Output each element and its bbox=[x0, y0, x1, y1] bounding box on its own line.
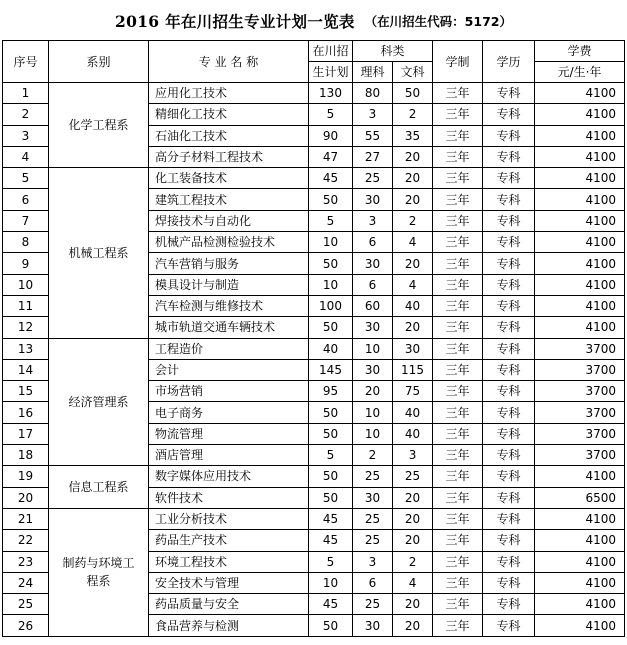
tuition-fee: 3700 bbox=[535, 445, 625, 466]
major-name: 数字媒体应用技术 bbox=[149, 466, 309, 487]
science-count: 60 bbox=[353, 295, 393, 316]
row-number: 18 bbox=[3, 445, 49, 466]
plan-count: 5 bbox=[309, 445, 353, 466]
tuition-fee: 4100 bbox=[535, 146, 625, 167]
science-count: 27 bbox=[353, 146, 393, 167]
row-number: 3 bbox=[3, 125, 49, 146]
major-name: 模具设计与制造 bbox=[149, 274, 309, 295]
duration: 三年 bbox=[433, 381, 483, 402]
table-row bbox=[3, 338, 625, 359]
arts-count: 40 bbox=[393, 402, 433, 423]
major-name: 物流管理 bbox=[149, 423, 309, 444]
arts-count: 2 bbox=[393, 551, 433, 572]
major-name: 药品生产技术 bbox=[149, 530, 309, 551]
plan-count: 50 bbox=[309, 189, 353, 210]
tuition-fee: 4100 bbox=[535, 274, 625, 295]
header-arts: 文科 bbox=[393, 62, 433, 83]
tuition-fee: 3700 bbox=[535, 359, 625, 380]
tuition-fee: 4100 bbox=[535, 83, 625, 104]
duration: 三年 bbox=[433, 189, 483, 210]
tuition-fee: 4100 bbox=[535, 317, 625, 338]
row-number: 8 bbox=[3, 232, 49, 253]
major-name: 食品营养与检测 bbox=[149, 615, 309, 636]
science-count: 6 bbox=[353, 274, 393, 295]
document-title bbox=[0, 0, 627, 40]
degree: 专科 bbox=[483, 168, 535, 189]
duration: 三年 bbox=[433, 232, 483, 253]
title-main: 2016 年在川招生专业计划一览表 bbox=[115, 12, 355, 31]
row-number: 19 bbox=[3, 466, 49, 487]
science-count: 25 bbox=[353, 530, 393, 551]
major-name: 市场营销 bbox=[149, 381, 309, 402]
row-number: 23 bbox=[3, 551, 49, 572]
degree: 专科 bbox=[483, 125, 535, 146]
header-row bbox=[3, 41, 625, 62]
duration: 三年 bbox=[433, 487, 483, 508]
header-fee-2: 元/生·年 bbox=[535, 62, 625, 83]
tuition-fee: 3700 bbox=[535, 338, 625, 359]
arts-count: 50 bbox=[393, 83, 433, 104]
arts-count: 20 bbox=[393, 615, 433, 636]
header-fee: 学费 bbox=[535, 41, 625, 62]
header-no: 序号 bbox=[3, 41, 49, 83]
plan-count: 45 bbox=[309, 594, 353, 615]
tuition-fee: 4100 bbox=[535, 572, 625, 593]
science-count: 6 bbox=[353, 572, 393, 593]
arts-count: 40 bbox=[393, 295, 433, 316]
tuition-fee: 4100 bbox=[535, 615, 625, 636]
science-count: 3 bbox=[353, 551, 393, 572]
duration: 三年 bbox=[433, 615, 483, 636]
row-number: 26 bbox=[3, 615, 49, 636]
arts-count: 20 bbox=[393, 146, 433, 167]
plan-count: 50 bbox=[309, 253, 353, 274]
science-count: 55 bbox=[353, 125, 393, 146]
duration: 三年 bbox=[433, 317, 483, 338]
row-number: 20 bbox=[3, 487, 49, 508]
duration: 三年 bbox=[433, 146, 483, 167]
arts-count: 30 bbox=[393, 338, 433, 359]
major-name: 焊接技术与自动化 bbox=[149, 210, 309, 231]
duration: 三年 bbox=[433, 104, 483, 125]
header-plan-2: 生计划 bbox=[309, 62, 353, 83]
row-number: 16 bbox=[3, 402, 49, 423]
science-count: 3 bbox=[353, 210, 393, 231]
table-row bbox=[3, 168, 625, 189]
tuition-fee: 4100 bbox=[535, 594, 625, 615]
degree: 专科 bbox=[483, 572, 535, 593]
duration: 三年 bbox=[433, 423, 483, 444]
arts-count: 20 bbox=[393, 594, 433, 615]
arts-count: 25 bbox=[393, 466, 433, 487]
degree: 专科 bbox=[483, 146, 535, 167]
plan-count: 10 bbox=[309, 572, 353, 593]
row-number: 15 bbox=[3, 381, 49, 402]
science-count: 30 bbox=[353, 615, 393, 636]
arts-count: 20 bbox=[393, 168, 433, 189]
science-count: 30 bbox=[353, 253, 393, 274]
degree: 专科 bbox=[483, 274, 535, 295]
science-count: 20 bbox=[353, 381, 393, 402]
arts-count: 3 bbox=[393, 445, 433, 466]
arts-count: 75 bbox=[393, 381, 433, 402]
header-degree: 学历 bbox=[483, 41, 535, 83]
science-count: 80 bbox=[353, 83, 393, 104]
header-dept: 系别 bbox=[49, 41, 149, 83]
degree: 专科 bbox=[483, 253, 535, 274]
plan-count: 5 bbox=[309, 551, 353, 572]
major-name: 建筑工程技术 bbox=[149, 189, 309, 210]
table-row bbox=[3, 83, 625, 104]
major-name: 化工装备技术 bbox=[149, 168, 309, 189]
tuition-fee: 3700 bbox=[535, 423, 625, 444]
row-number: 10 bbox=[3, 274, 49, 295]
major-name: 电子商务 bbox=[149, 402, 309, 423]
row-number: 11 bbox=[3, 295, 49, 316]
plan-count: 50 bbox=[309, 423, 353, 444]
duration: 三年 bbox=[433, 594, 483, 615]
duration: 三年 bbox=[433, 83, 483, 104]
plan-count: 50 bbox=[309, 466, 353, 487]
plan-count: 40 bbox=[309, 338, 353, 359]
header-science: 理科 bbox=[353, 62, 393, 83]
major-name: 汽车检测与维修技术 bbox=[149, 295, 309, 316]
row-number: 5 bbox=[3, 168, 49, 189]
tuition-fee: 4100 bbox=[535, 104, 625, 125]
major-name: 汽车营销与服务 bbox=[149, 253, 309, 274]
science-count: 30 bbox=[353, 317, 393, 338]
row-number: 4 bbox=[3, 146, 49, 167]
science-count: 30 bbox=[353, 487, 393, 508]
plan-count: 50 bbox=[309, 487, 353, 508]
duration: 三年 bbox=[433, 508, 483, 529]
plan-count: 50 bbox=[309, 402, 353, 423]
title-code: （在川招生代码：5172） bbox=[364, 14, 512, 29]
table-row bbox=[3, 508, 625, 529]
science-count: 10 bbox=[353, 423, 393, 444]
degree: 专科 bbox=[483, 232, 535, 253]
row-number: 17 bbox=[3, 423, 49, 444]
duration: 三年 bbox=[433, 125, 483, 146]
degree: 专科 bbox=[483, 83, 535, 104]
tuition-fee: 4100 bbox=[535, 168, 625, 189]
department-cell: 机械工程系 bbox=[49, 168, 149, 338]
department-cell: 信息工程系 bbox=[49, 466, 149, 509]
degree: 专科 bbox=[483, 530, 535, 551]
duration: 三年 bbox=[433, 210, 483, 231]
duration: 三年 bbox=[433, 402, 483, 423]
row-number: 22 bbox=[3, 530, 49, 551]
science-count: 10 bbox=[353, 402, 393, 423]
row-number: 2 bbox=[3, 104, 49, 125]
arts-count: 4 bbox=[393, 572, 433, 593]
header-duration: 学制 bbox=[433, 41, 483, 83]
tuition-fee: 4100 bbox=[535, 253, 625, 274]
row-number: 24 bbox=[3, 572, 49, 593]
tuition-fee: 4100 bbox=[535, 530, 625, 551]
arts-count: 20 bbox=[393, 189, 433, 210]
tuition-fee: 4100 bbox=[535, 551, 625, 572]
degree: 专科 bbox=[483, 508, 535, 529]
plan-count: 95 bbox=[309, 381, 353, 402]
science-count: 25 bbox=[353, 594, 393, 615]
degree: 专科 bbox=[483, 445, 535, 466]
tuition-fee: 4100 bbox=[535, 210, 625, 231]
major-name: 高分子材料工程技术 bbox=[149, 146, 309, 167]
degree: 专科 bbox=[483, 466, 535, 487]
degree: 专科 bbox=[483, 615, 535, 636]
row-number: 13 bbox=[3, 338, 49, 359]
science-count: 25 bbox=[353, 508, 393, 529]
tuition-fee: 3700 bbox=[535, 402, 625, 423]
tuition-fee: 4100 bbox=[535, 466, 625, 487]
major-name: 药品质量与安全 bbox=[149, 594, 309, 615]
row-number: 9 bbox=[3, 253, 49, 274]
degree: 专科 bbox=[483, 338, 535, 359]
arts-count: 35 bbox=[393, 125, 433, 146]
department-cell: 化学工程系 bbox=[49, 83, 149, 168]
science-count: 30 bbox=[353, 189, 393, 210]
major-name: 城市轨道交通车辆技术 bbox=[149, 317, 309, 338]
row-number: 21 bbox=[3, 508, 49, 529]
plan-count: 5 bbox=[309, 210, 353, 231]
arts-count: 20 bbox=[393, 317, 433, 338]
degree: 专科 bbox=[483, 402, 535, 423]
department-cell: 制药与环境工程系 bbox=[49, 508, 149, 636]
duration: 三年 bbox=[433, 530, 483, 551]
degree: 专科 bbox=[483, 423, 535, 444]
degree: 专科 bbox=[483, 317, 535, 338]
tuition-fee: 4100 bbox=[535, 508, 625, 529]
duration: 三年 bbox=[433, 466, 483, 487]
tuition-fee: 4100 bbox=[535, 125, 625, 146]
major-name: 应用化工技术 bbox=[149, 83, 309, 104]
arts-count: 20 bbox=[393, 530, 433, 551]
major-name: 环境工程技术 bbox=[149, 551, 309, 572]
degree: 专科 bbox=[483, 189, 535, 210]
major-name: 机械产品检测检验技术 bbox=[149, 232, 309, 253]
plan-count: 50 bbox=[309, 615, 353, 636]
degree: 专科 bbox=[483, 381, 535, 402]
table-body bbox=[3, 83, 625, 637]
degree: 专科 bbox=[483, 594, 535, 615]
plan-count: 10 bbox=[309, 274, 353, 295]
degree: 专科 bbox=[483, 551, 535, 572]
major-name: 会计 bbox=[149, 359, 309, 380]
duration: 三年 bbox=[433, 253, 483, 274]
plan-count: 145 bbox=[309, 359, 353, 380]
arts-count: 115 bbox=[393, 359, 433, 380]
arts-count: 2 bbox=[393, 210, 433, 231]
tuition-fee: 4100 bbox=[535, 295, 625, 316]
science-count: 3 bbox=[353, 104, 393, 125]
duration: 三年 bbox=[433, 274, 483, 295]
plan-count: 45 bbox=[309, 168, 353, 189]
tuition-fee: 4100 bbox=[535, 189, 625, 210]
header-subject: 科类 bbox=[353, 41, 433, 62]
duration: 三年 bbox=[433, 295, 483, 316]
degree: 专科 bbox=[483, 487, 535, 508]
major-name: 酒店管理 bbox=[149, 445, 309, 466]
duration: 三年 bbox=[433, 168, 483, 189]
department-cell: 经济管理系 bbox=[49, 338, 149, 466]
tuition-fee: 4100 bbox=[535, 232, 625, 253]
major-name: 工业分析技术 bbox=[149, 508, 309, 529]
science-count: 6 bbox=[353, 232, 393, 253]
duration: 三年 bbox=[433, 572, 483, 593]
plan-count: 90 bbox=[309, 125, 353, 146]
science-count: 25 bbox=[353, 466, 393, 487]
plan-count: 100 bbox=[309, 295, 353, 316]
plan-count: 45 bbox=[309, 530, 353, 551]
plan-count: 45 bbox=[309, 508, 353, 529]
table-row bbox=[3, 466, 625, 487]
major-name: 精细化工技术 bbox=[149, 104, 309, 125]
plan-count: 50 bbox=[309, 317, 353, 338]
arts-count: 20 bbox=[393, 508, 433, 529]
arts-count: 40 bbox=[393, 423, 433, 444]
duration: 三年 bbox=[433, 551, 483, 572]
arts-count: 4 bbox=[393, 232, 433, 253]
plan-count: 130 bbox=[309, 83, 353, 104]
header-plan: 在川招 bbox=[309, 41, 353, 62]
arts-count: 20 bbox=[393, 487, 433, 508]
degree: 专科 bbox=[483, 104, 535, 125]
header-major: 专 业 名 称 bbox=[149, 41, 309, 83]
science-count: 2 bbox=[353, 445, 393, 466]
row-number: 25 bbox=[3, 594, 49, 615]
duration: 三年 bbox=[433, 359, 483, 380]
degree: 专科 bbox=[483, 210, 535, 231]
row-number: 14 bbox=[3, 359, 49, 380]
major-name: 工程造价 bbox=[149, 338, 309, 359]
science-count: 30 bbox=[353, 359, 393, 380]
row-number: 7 bbox=[3, 210, 49, 231]
tuition-fee: 3700 bbox=[535, 381, 625, 402]
row-number: 1 bbox=[3, 83, 49, 104]
science-count: 25 bbox=[353, 168, 393, 189]
duration: 三年 bbox=[433, 445, 483, 466]
arts-count: 4 bbox=[393, 274, 433, 295]
arts-count: 2 bbox=[393, 104, 433, 125]
science-count: 10 bbox=[353, 338, 393, 359]
major-name: 安全技术与管理 bbox=[149, 572, 309, 593]
row-number: 12 bbox=[3, 317, 49, 338]
major-name: 石油化工技术 bbox=[149, 125, 309, 146]
major-name: 软件技术 bbox=[149, 487, 309, 508]
degree: 专科 bbox=[483, 359, 535, 380]
degree: 专科 bbox=[483, 295, 535, 316]
plan-count: 47 bbox=[309, 146, 353, 167]
duration: 三年 bbox=[433, 338, 483, 359]
row-number: 6 bbox=[3, 189, 49, 210]
arts-count: 20 bbox=[393, 253, 433, 274]
plan-count: 5 bbox=[309, 104, 353, 125]
tuition-fee: 6500 bbox=[535, 487, 625, 508]
plan-count: 10 bbox=[309, 232, 353, 253]
enrollment-table bbox=[2, 40, 625, 637]
